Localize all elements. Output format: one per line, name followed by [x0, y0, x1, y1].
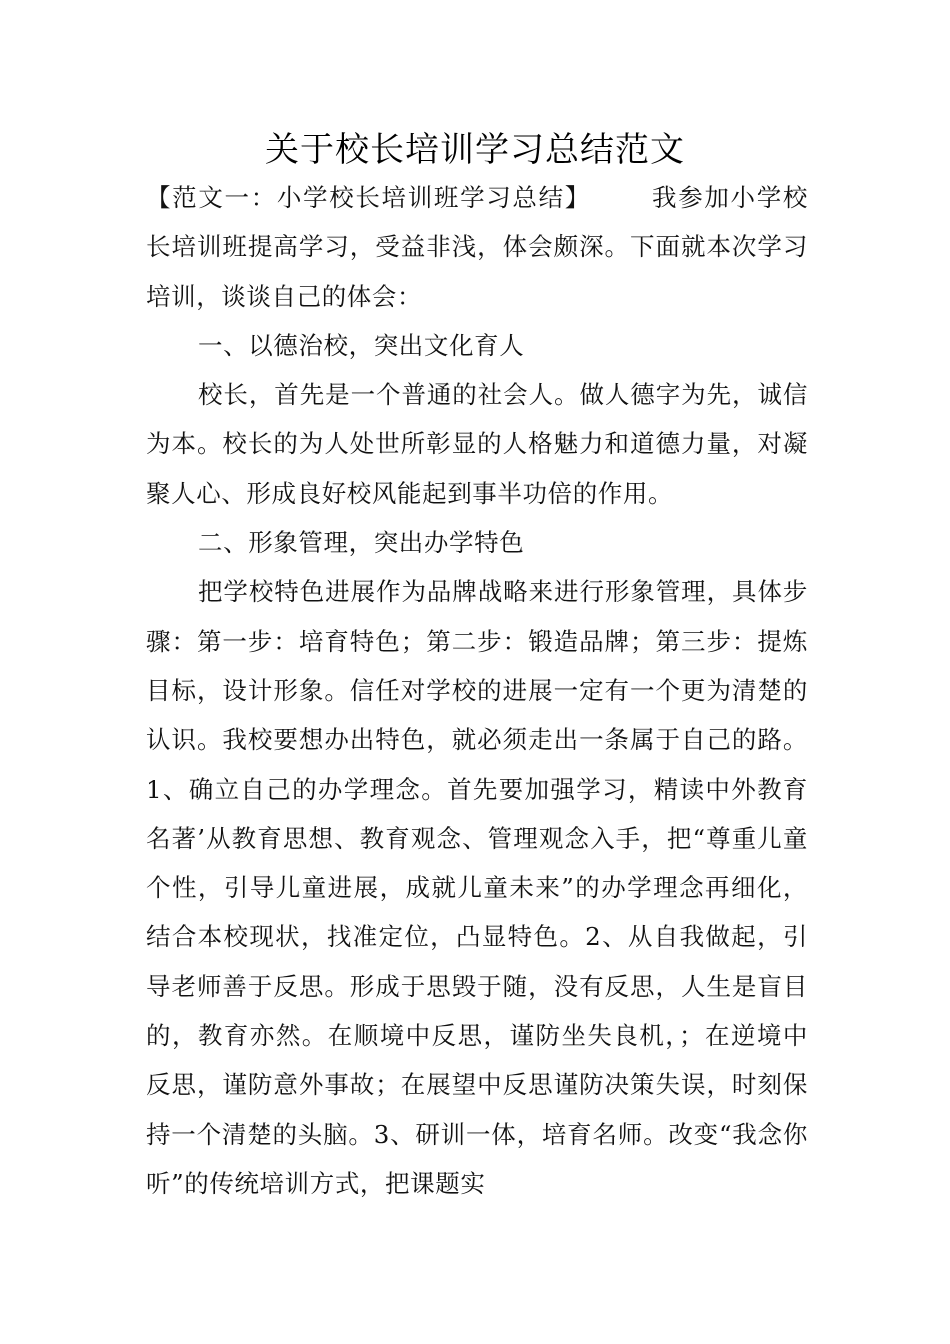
- section1-heading: 一、以德治校，突出文化育人: [198, 330, 525, 360]
- document-title: 关于校长培训学习总结范文: [265, 130, 685, 170]
- section2-heading: 二、形象管理，突出办学特色: [198, 528, 525, 558]
- section2-paragraph: 把学校特色进展作为品牌战略来进行形象管理，具体步骤：第一步：培育特色；第二步：锻造品牌；第三步：提炼目标，设计形象。信任对学校的进展一定有一个更为清楚的认识。我校要想办出特色，就必须走出一条属于自己的路。1、确立自己的办学理念。首先要加强学习，精读中外教育名著’从教育思想、教育观念、管理观念入手，把“尊重儿童个性，引导儿童进展，成就儿童未来”的办学理念再细化，结合本校现状，找准定位，凸显特色。2、从自我做起，引导老师善于反思。形成于思毁于随，没有反思，人生是盲目的，教育亦然。在顺境中反思，谨防坐失良机，；在逆境中反思，谨防意外事故；在展望中反思谨防决策失误，时刻保持一个清楚的头脑。3、研训一体，培育名师。改变“我念你听”的传统培训方式，把课题实: [146, 577, 808, 1198]
- document-body: [146, 173, 808, 1208]
- section1-paragraph: 校长，首先是一个普通的社会人。做人德字为先，诚信为本。校长的为人处世所彰显的人格魅力和道德力量，对凝聚人心、形成良好校风能起到事半功倍的作用。: [146, 380, 808, 508]
- intro-paragraph: [146, 173, 808, 321]
- intro-label: 【范文一：小学校长培训班学习总结】: [146, 183, 591, 212]
- intro-text: 我参加小学校长培训班提高学习，受益非浅，体会颇深。下面就本次学习培训，谈谈自己的体会：: [146, 183, 808, 311]
